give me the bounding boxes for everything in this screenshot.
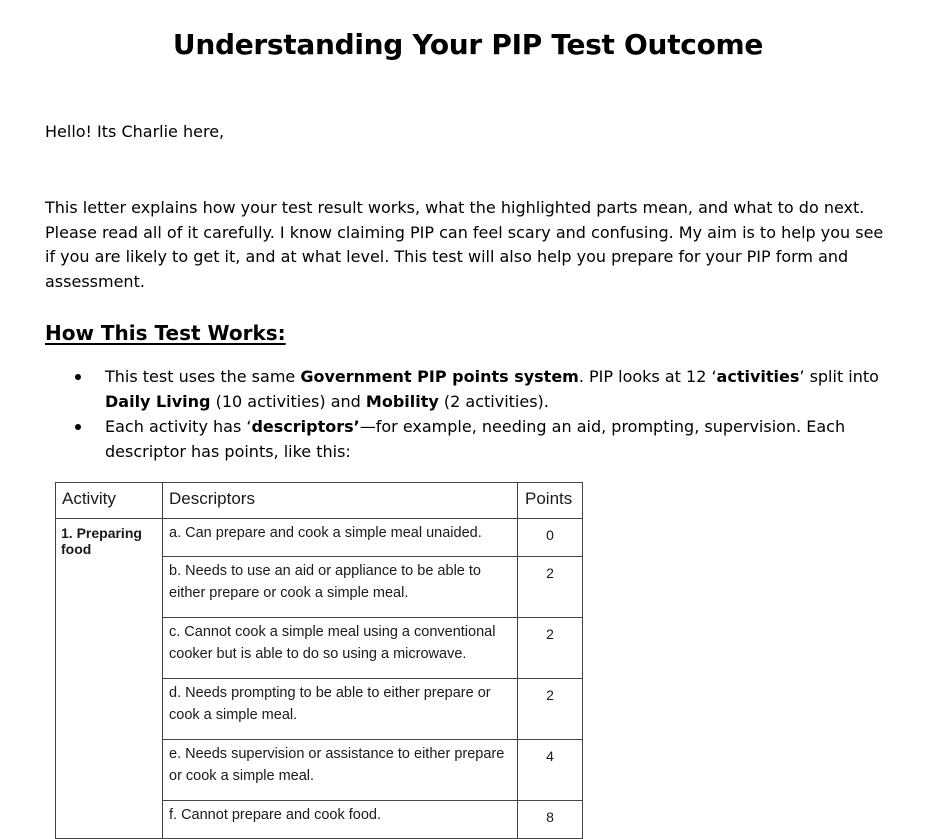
text-run: . PIP looks at 12 ‘: [578, 367, 717, 386]
activity-cell: 1. Preparing food: [56, 519, 163, 839]
bullet-dot-icon: [75, 424, 81, 430]
descriptor-cell: c. Cannot cook a simple meal using a conventional cooker but is able to do so using a microwave.: [163, 618, 518, 679]
bold-text-run: Government PIP points system: [300, 367, 579, 386]
bullet-item: [45, 364, 893, 414]
points-cell: 2: [518, 679, 583, 740]
points-cell: 2: [518, 618, 583, 679]
bold-text-run: activities: [716, 367, 800, 386]
descriptors-table: [55, 482, 583, 839]
descriptor-cell: b. Needs to use an aid or appliance to be able to either prepare or cook a simple meal.: [163, 557, 518, 618]
table-row: [56, 519, 583, 557]
text-run: (2 activities).: [438, 392, 549, 411]
points-cell: 4: [518, 740, 583, 801]
text-run: Each activity has ‘: [105, 417, 252, 436]
points-cell: 2: [518, 557, 583, 618]
intro-paragraph: This letter explains how your test result works, what the highlighted parts mean, and what to do next. Please read all of it carefully. I know claiming PIP can feel scary and confusing. My aim is to help you see if you are likely to get it, and at what level. This test will also help you prepare for your PIP form and assessment.: [45, 198, 884, 291]
text-run: —for example, needing an aid, prompting, supervision. Each descriptor has points, like this:: [105, 417, 846, 461]
greeting-text: Hello! Its Charlie here,: [45, 122, 225, 141]
descriptor-cell: f. Cannot prepare and cook food.: [163, 801, 518, 839]
bullet-text: [105, 367, 879, 411]
section-heading: How This Test Works:: [45, 321, 286, 345]
descriptor-cell: e. Needs supervision or assistance to either prepare or cook a simple meal.: [163, 740, 518, 801]
descriptor-cell: a. Can prepare and cook a simple meal unaided.: [163, 519, 518, 557]
text-run: (10 activities) and: [210, 392, 366, 411]
page-title: Understanding Your PIP Test Outcome: [172, 28, 764, 61]
header-activity: Activity: [56, 483, 163, 519]
points-cell: 8: [518, 801, 583, 839]
text-run: ’ split into: [799, 367, 879, 386]
header-descriptors: Descriptors: [163, 483, 518, 519]
points-cell: 0: [518, 519, 583, 557]
bullet-dot-icon: [75, 374, 81, 380]
descriptor-cell: d. Needs prompting to be able to either prepare or cook a simple meal.: [163, 679, 518, 740]
text-run: This test uses the same: [105, 367, 301, 386]
bold-text-run: Mobility: [365, 392, 439, 411]
bullet-text: [105, 417, 845, 461]
bullet-list: [45, 364, 893, 464]
header-points: Points: [518, 483, 583, 519]
bullet-item: [45, 414, 893, 464]
bold-text-run: descriptors’: [251, 417, 360, 436]
bold-text-run: Daily Living: [105, 392, 211, 411]
